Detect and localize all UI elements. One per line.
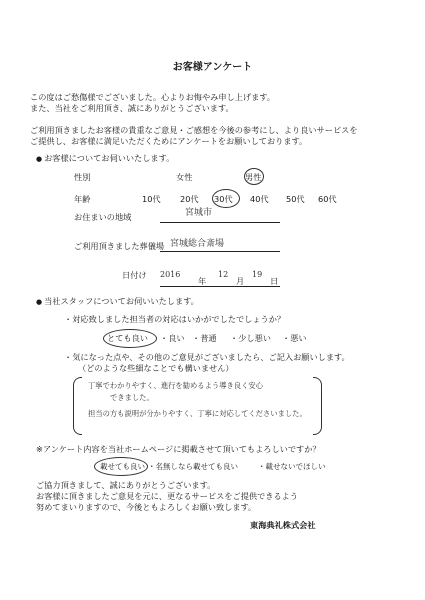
company-name: 東海典礼株式会社 <box>250 520 316 530</box>
comment-box-left-bracket <box>73 377 82 435</box>
age-option-40s[interactable]: 40代 <box>250 194 269 204</box>
age-option-20s[interactable]: 20代 <box>180 194 199 204</box>
gender-option-female[interactable]: 女性 <box>176 172 193 182</box>
closing-line-3: 努めてまいりますので、今後ともよろしくお願い致します。 <box>36 502 257 512</box>
rating-option-slightly-bad[interactable]: ・少し悪い <box>230 333 271 343</box>
gender-label: 性別 <box>74 172 91 182</box>
date-day-value: 19 <box>252 270 263 279</box>
comment-line-1: 丁寧でわかりやすく、進行を勧めるよう導き良く安心 <box>88 381 263 390</box>
section-customer-heading: ● お客様についてお伺いいたします。 <box>36 153 174 165</box>
date-day-unit: 日 <box>270 276 279 286</box>
age-selected-circle <box>212 189 240 208</box>
date-label: 日付け <box>122 270 147 280</box>
intro-line-1: この度はご愁傷様でございました。心よりお悔やみ申し上げます。 <box>30 92 275 102</box>
publish-option-ok[interactable]: 載せても良い <box>100 462 145 471</box>
date-year-unit: 年 <box>198 276 207 286</box>
date-year-value: 2016 <box>160 270 181 279</box>
age-option-60s[interactable]: 60代 <box>318 194 337 204</box>
date-month-unit: 月 <box>236 276 245 286</box>
rating-option-good[interactable]: ・良い <box>160 333 185 343</box>
date-underline <box>160 286 280 287</box>
rating-option-average[interactable]: ・普通 <box>192 333 217 343</box>
staff-rating-question: ・対応致しました担当者の対応はいかがでしたでしょうか？ <box>64 314 286 324</box>
comment-box-right-bracket <box>313 377 322 435</box>
age-option-10s[interactable]: 10代 <box>142 194 161 204</box>
comment-line-3: 担当の方も説明が分かりやすく、丁寧に対応してくださいました。 <box>88 409 307 418</box>
page-title: お客様アンケート <box>172 62 253 73</box>
intro-line-2: また、当社をご利用頂き、誠にありがとうございます。 <box>30 103 234 113</box>
hall-value: 宮城総合斎場 <box>170 239 225 249</box>
publish-option-anonymous[interactable]: ・名無しなら載せても良い <box>148 462 238 471</box>
age-option-50s[interactable]: 50代 <box>286 194 305 204</box>
publish-question: ※アンケート内容を当社ホームページに掲載させて頂いてもよろしいですか？ <box>36 444 321 454</box>
rating-selected-circle <box>103 329 157 348</box>
area-label: お住まいの地域 <box>74 212 132 222</box>
intro-line-3: ご利用頂きましたお客様の貴重なご意見・ご感想を今後の参考にし、より良いサービスを <box>30 125 358 135</box>
hall-underline <box>160 251 280 252</box>
age-label: 年齢 <box>74 194 91 204</box>
date-month-value: 12 <box>218 270 229 279</box>
gender-option-male[interactable]: 男性 <box>245 172 262 182</box>
publish-option-no[interactable]: ・載せないでほしい <box>258 462 326 471</box>
publish-selected-circle <box>94 457 148 476</box>
hall-label: ご利用頂きました葬儀場 <box>74 241 165 251</box>
closing-line-1: ご協力頂きまして、誠にありがとうございます。 <box>36 480 216 490</box>
comment-line-2: できました。 <box>110 393 154 402</box>
rating-option-very-good[interactable]: とても良い <box>107 333 148 343</box>
area-value: 宮城市 <box>185 208 213 218</box>
age-option-30s[interactable]: 30代 <box>214 194 233 204</box>
gender-selected-circle <box>244 168 264 185</box>
rating-option-bad[interactable]: ・悪い <box>282 333 307 343</box>
closing-line-2: お客様に頂きましたご意見を元に、更なるサービスをご提供できるよう <box>36 491 299 501</box>
section-staff-heading: ● 当社スタッフについてお伺いいたします。 <box>36 296 199 308</box>
intro-line-4: ご提供し、お客様に満足いただくためにアンケートをお願いしております。 <box>30 136 308 146</box>
comment-question: ・気になった点や、その他のご意見がございましたら、ご記入お願いします。 <box>64 352 350 362</box>
area-underline <box>160 222 280 223</box>
comment-question-note: （どのような些細なことでも構いません） <box>78 363 234 373</box>
